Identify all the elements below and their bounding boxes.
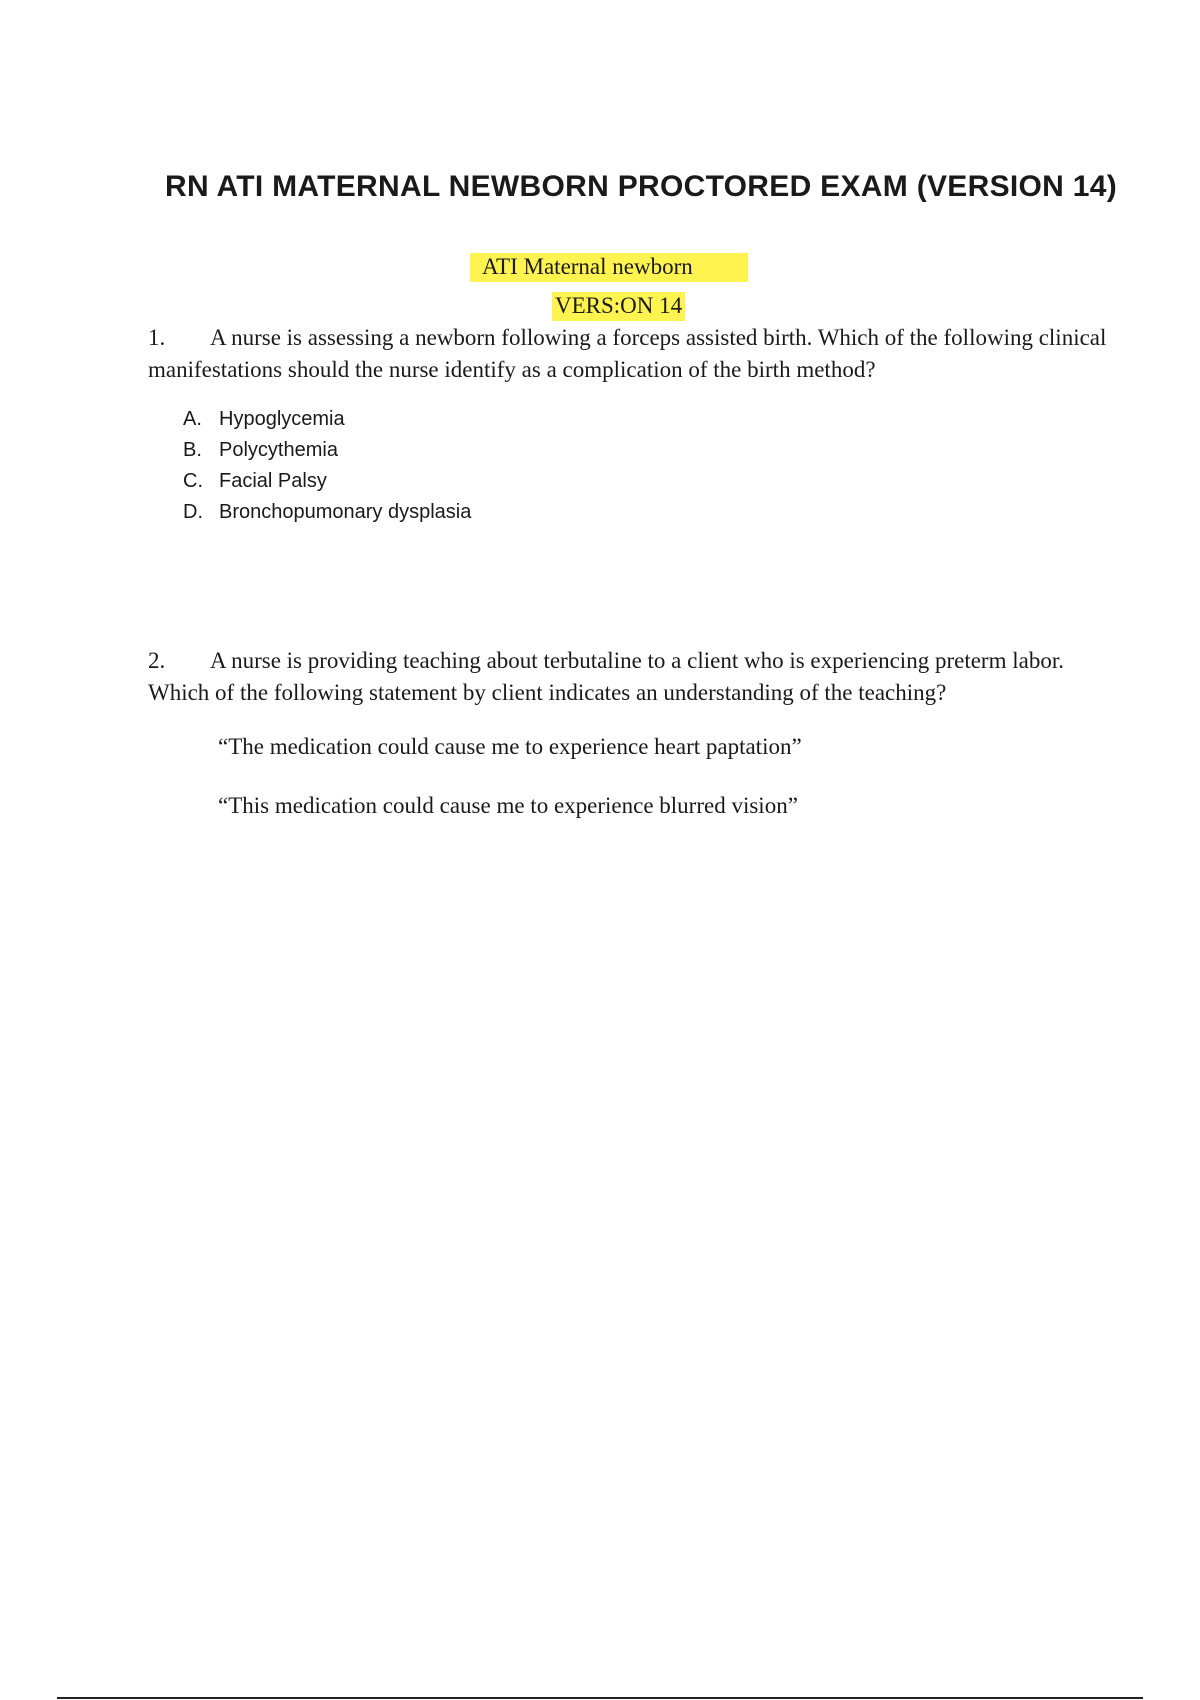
answer-choice-1: “The medication could cause me to experience heart paptation” xyxy=(218,734,802,759)
option-text: Hypoglycemia xyxy=(219,408,345,430)
question-2-text: A nurse is providing teaching about terbutaline to a client who is experiencing preterm labor. Which of the following statement by client indicates an understanding of the teaching? xyxy=(148,648,1064,705)
question-1-number: 1. xyxy=(148,325,166,350)
option-d xyxy=(183,497,471,528)
option-letter: A. xyxy=(183,408,202,430)
subtitle-highlight xyxy=(470,253,748,282)
question-1-text: A nurse is assessing a newborn following a forceps assisted birth. Which of the following clinical manifestations should the nurse identify as a complication of the birth method? xyxy=(148,325,1107,382)
option-text: Facial Palsy xyxy=(219,470,327,492)
version-highlight xyxy=(552,292,685,321)
option-letter: B. xyxy=(183,439,202,461)
subtitle-line-2: VERS:ON 14 xyxy=(555,293,683,318)
page-bottom-rule xyxy=(57,1697,1143,1699)
answer-choice-2: “This medication could cause me to experience blurred vision” xyxy=(218,793,798,818)
option-text: Bronchopumonary dysplasia xyxy=(219,501,472,523)
question-1-options xyxy=(183,404,471,528)
option-c xyxy=(183,466,471,497)
subtitle-line-1: ATI Maternal newborn xyxy=(482,254,693,279)
option-b xyxy=(183,435,471,466)
question-2 xyxy=(148,645,1128,709)
question-1 xyxy=(148,322,1128,386)
document-title: RN ATI MATERNAL NEWBORN PROCTORED EXAM (VERSION 14) xyxy=(165,170,1118,203)
option-letter: C. xyxy=(183,470,203,492)
option-a xyxy=(183,404,471,435)
question-2-number: 2. xyxy=(148,648,166,673)
option-text: Polycythemia xyxy=(219,439,338,461)
option-letter: D. xyxy=(183,501,203,523)
